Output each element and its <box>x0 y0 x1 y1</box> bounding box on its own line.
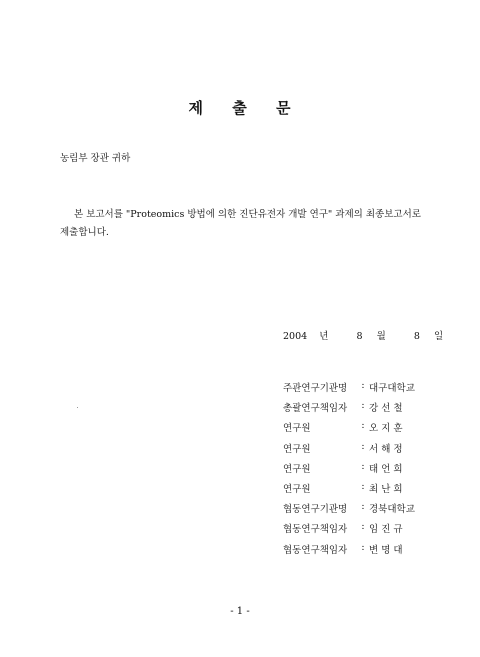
signer-row <box>283 380 415 400</box>
body-line <box>60 206 440 224</box>
signer-role: 연구원 <box>283 463 311 475</box>
signer-list <box>283 380 415 562</box>
submission-date <box>283 328 443 342</box>
signer-separator: : <box>361 420 365 432</box>
scan-speck <box>77 407 78 408</box>
signer-name: 대구대학교 <box>369 383 415 394</box>
signer-separator: : <box>361 541 365 553</box>
signer-row <box>283 542 415 562</box>
title-char: 문 <box>275 99 292 117</box>
signer-separator: : <box>361 480 365 492</box>
signer-name: 임 진 규 <box>369 524 403 536</box>
title-char: 제 <box>188 99 205 117</box>
date-day-unit: 일 <box>433 331 444 342</box>
signer-role: 협동연구책임자 <box>283 524 348 536</box>
signer-row <box>283 481 415 501</box>
addressee: 농림부 장관 귀하 <box>60 153 131 164</box>
signer-name: 변 명 대 <box>369 544 403 556</box>
page-number: - 1 - <box>230 606 250 617</box>
date-month-unit: 월 <box>376 331 386 342</box>
signer-role: 연구원 <box>283 423 311 435</box>
date-year: 2004 <box>283 331 308 342</box>
body-line-text: 본 보고서를 "Proteomics 방법에 의한 진단유전자 개발 연구" 과제의 최종보고서로 <box>74 209 421 220</box>
signer-name: 강 선 철 <box>369 403 403 415</box>
date-day: 8 <box>413 331 420 342</box>
signer-row <box>283 441 415 461</box>
signer-separator: : <box>361 501 365 513</box>
body-line: 제출합니다. <box>60 227 109 238</box>
signer-name: 경북대학교 <box>369 504 415 516</box>
signer-separator: : <box>361 400 365 412</box>
signer-role: 연구원 <box>283 443 311 455</box>
signer-role: 주관연구기관명 <box>283 383 348 394</box>
signer-name: 오 지 훈 <box>369 423 403 435</box>
body-text <box>60 206 440 242</box>
signer-row <box>283 521 415 541</box>
title-char: 출 <box>232 99 248 117</box>
signer-row <box>283 461 415 481</box>
signer-role: 협동연구기관명 <box>283 504 348 516</box>
signer-separator: : <box>361 460 365 472</box>
date-month: 8 <box>356 331 363 342</box>
signer-separator: : <box>361 440 365 452</box>
signer-row <box>283 400 415 420</box>
signer-separator: : <box>361 380 365 391</box>
signer-name: 최 난 희 <box>369 483 403 495</box>
signer-role: 연구원 <box>283 483 311 495</box>
date-year-unit: 년 <box>319 331 329 342</box>
signer-row <box>283 420 415 440</box>
signer-role: 총괄연구책임자 <box>283 403 348 415</box>
page-title <box>0 97 480 118</box>
signer-role: 협동연구책임자 <box>283 544 348 556</box>
signer-name: 태 언 희 <box>369 463 403 475</box>
signer-separator: : <box>361 521 365 533</box>
signer-row <box>283 501 415 521</box>
signer-name: 서 해 정 <box>369 443 403 455</box>
